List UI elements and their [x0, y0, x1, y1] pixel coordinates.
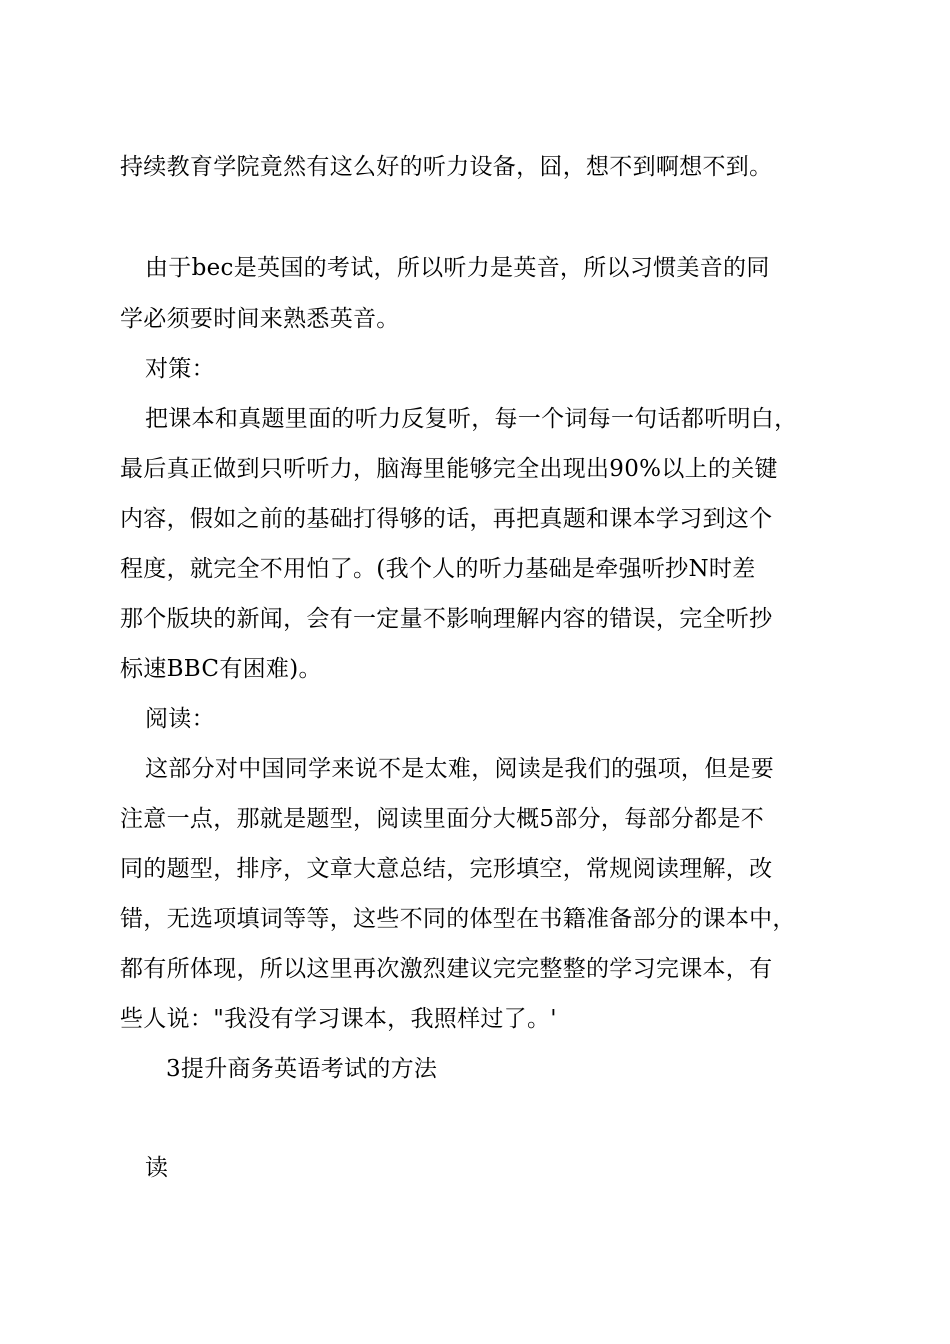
- section-heading-reading: 阅读：: [145, 706, 215, 732]
- paragraph-line-7: 程度，就完全不用怕了。(我个人的听力基础是牵强听抄N时差: [120, 556, 756, 582]
- paragraph-line-4: 把课本和真题里面的听力反复听，每一个词每一句话都听明白，: [145, 406, 798, 432]
- paragraph-line-10: 这部分对中国同学来说不是太难，阅读是我们的强项，但是要: [145, 756, 775, 782]
- paragraph-line-6: 内容，假如之前的基础打得够的话，再把真题和课本学习到这个: [120, 506, 773, 532]
- paragraph-line-3: 学必须要时间来熟悉英音。: [120, 306, 400, 332]
- paragraph-line-14: 都有所体现，所以这里再次激烈建议完完整整的学习完课本，有: [120, 956, 773, 982]
- paragraph-line-9: 标速BBC有困难)。: [120, 656, 322, 682]
- paragraph-line-1: 持续教育学院竟然有这么好的听力设备，囧，想不到啊想不到。: [120, 154, 773, 180]
- paragraph-line-15: 些人说："我没有学习课本，我照样过了。': [120, 1006, 557, 1032]
- paragraph-line-5: 最后真正做到只听听力，脑海里能够完全出现出90%以上的关键: [120, 456, 778, 482]
- section-heading-read: 读: [145, 1155, 169, 1181]
- paragraph-line-12: 同的题型，排序，文章大意总结，完形填空，常规阅读理解，改: [120, 856, 773, 882]
- paragraph-line-11: 注意一点，那就是题型，阅读里面分大概5部分，每部分都是不: [120, 806, 765, 832]
- paragraph-line-13: 错，无选项填词等等，这些不同的体型在书籍准备部分的课本中，: [120, 906, 796, 932]
- section-heading-countermeasure: 对策：: [145, 356, 215, 382]
- paragraph-line-8: 那个版块的新闻，会有一定量不影响理解内容的错误，完全听抄: [120, 606, 773, 632]
- paragraph-line-2: 由于bec是英国的考试，所以听力是英音，所以习惯美音的同: [145, 255, 770, 281]
- section-heading-methods: 3提升商务英语考试的方法: [166, 1056, 438, 1082]
